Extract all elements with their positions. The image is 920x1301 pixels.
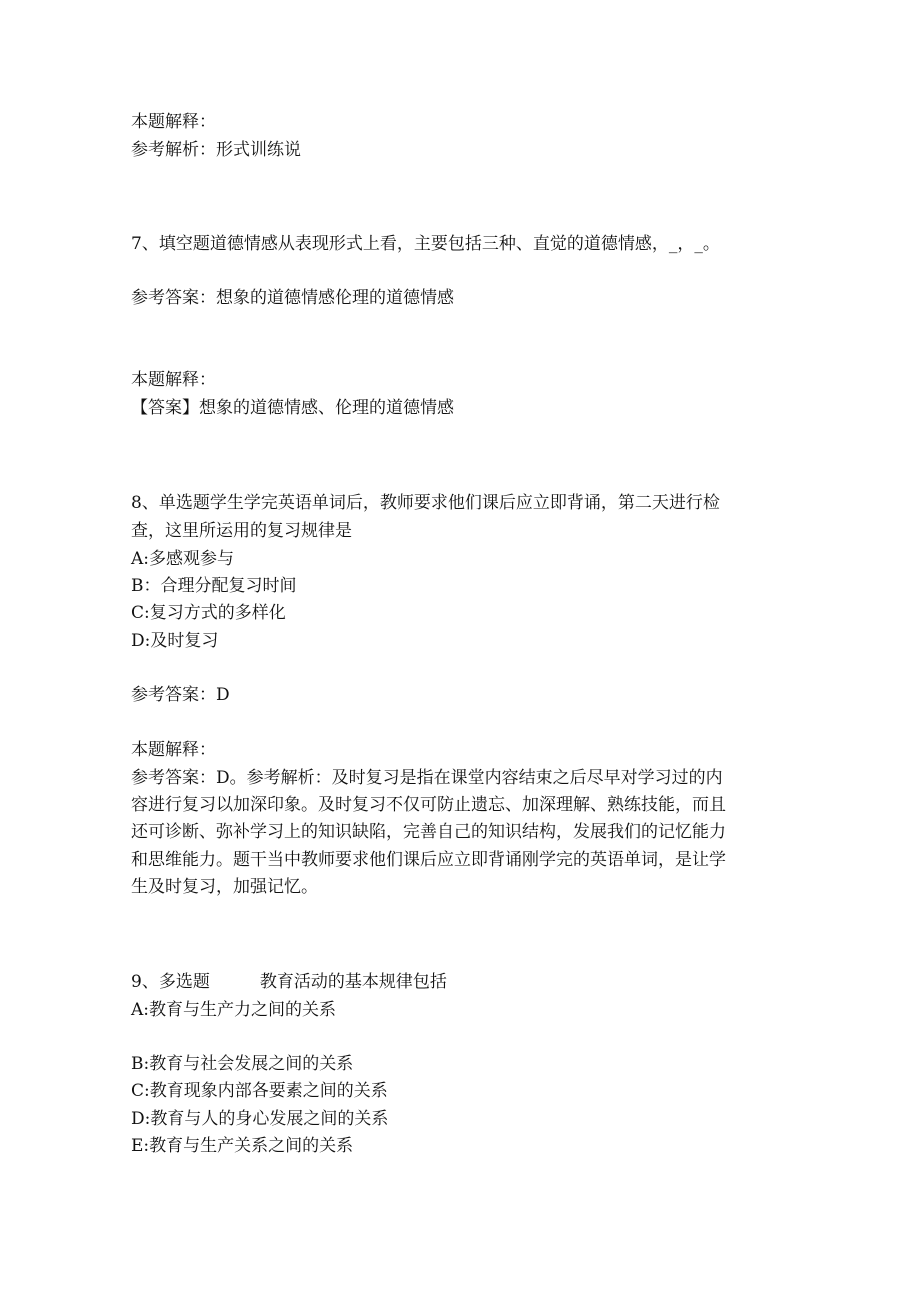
q9-question-text: 教育活动的基本规律包括	[259, 972, 447, 992]
q8-option-c: C:复习方式的多样化	[131, 603, 286, 623]
q7-explanation-label: 本题解释：	[131, 370, 216, 390]
q8-explanation-line4: 和思维能力。题干当中教师要求他们课后应立即背诵刚学完的英语单词，是让学	[131, 850, 726, 870]
q7-explanation-text: 【答案】想象的道德情感、伦理的道德情感	[131, 398, 454, 418]
q8-explanation-line5: 生及时复习，加强记忆。	[131, 877, 318, 897]
q7-question: 7、填空题道德情感从表现形式上看，主要包括三种、直觉的道德情感，_，_。	[131, 234, 720, 254]
q8-answer: 参考答案：D	[131, 685, 230, 705]
q8-explanation-line1: 参考答案：D。参考解析：及时复习是指在课堂内容结束之后尽早对学习过的内	[131, 768, 723, 788]
q8-explanation-label: 本题解释：	[131, 740, 216, 760]
q9-option-a: A:教育与生产力之间的关系	[131, 1000, 337, 1020]
q8-option-d: D:及时复习	[131, 631, 219, 651]
q9-option-e: E:教育与生产关系之间的关系	[131, 1136, 354, 1156]
q7-answer: 参考答案：想象的道德情感伦理的道德情感	[131, 288, 454, 308]
prev-explanation-label: 本题解释：	[131, 112, 216, 132]
q9-question	[131, 968, 447, 996]
q8-question-line2: 查，这里所运用的复习规律是	[131, 521, 352, 541]
q8-option-b: B：合理分配复习时间	[131, 576, 297, 596]
q9-question-prefix: 9、多选题	[131, 972, 210, 992]
q8-option-a: A:多感观参与	[131, 549, 235, 569]
prev-explanation-text: 参考解析：形式训练说	[131, 140, 301, 160]
q9-option-c: C:教育现象内部各要素之间的关系	[131, 1081, 388, 1101]
q9-option-b: B:教育与社会发展之间的关系	[131, 1054, 354, 1074]
q8-explanation-line3: 还可诊断、弥补学习上的知识缺陷，完善自己的知识结构，发展我们的记忆能力	[131, 822, 726, 842]
q8-explanation-line2: 容进行复习以加深印象。及时复习不仅可防止遗忘、加深理解、熟练技能，而且	[131, 795, 726, 815]
q8-question-line1: 8、单选题学生学完英语单词后，教师要求他们课后应立即背诵，第二天进行检	[131, 493, 720, 513]
q9-option-d: D:教育与人的身心发展之间的关系	[131, 1109, 389, 1129]
